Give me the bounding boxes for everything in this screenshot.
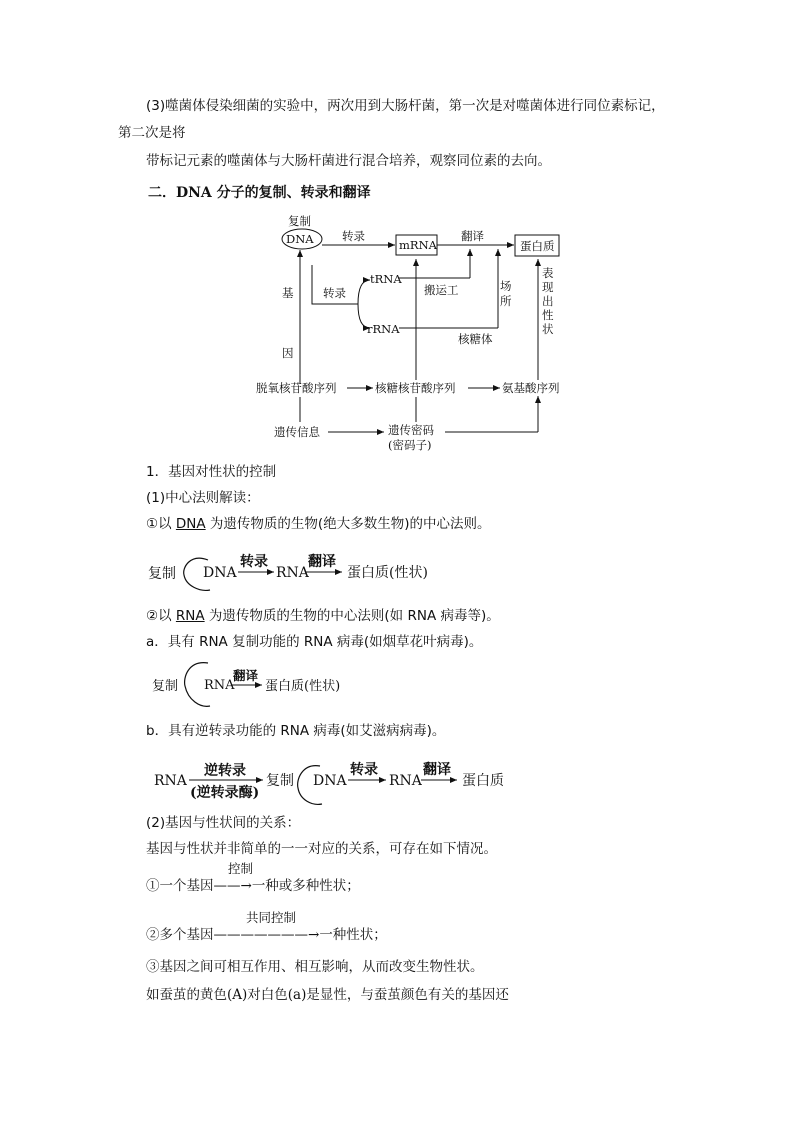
diag-mimazi: (密码子) xyxy=(388,438,432,452)
case1 xyxy=(146,876,360,896)
section-heading: 二．DNA 分子的复制、转录和翻译 xyxy=(148,185,371,201)
flow1-dna: DNA xyxy=(203,565,237,581)
flow1-result: 蛋白质(性状) xyxy=(347,565,428,581)
flow3-enzyme: (逆转录酶) xyxy=(190,785,260,801)
flow2-fanyi: 翻译 xyxy=(233,668,259,683)
diag-zhuanlu-top: 转录 xyxy=(342,229,365,243)
case2-arrow: ———————→ xyxy=(213,927,320,943)
case2-post: 一种性状； xyxy=(319,927,387,943)
flow1-fanyi: 翻译 xyxy=(308,554,336,570)
flow1-rna: RNA xyxy=(276,565,309,581)
flow1-zhuanlu: 转录 xyxy=(240,554,268,570)
case2-pre: ②多个基因 xyxy=(146,927,214,943)
diag-changsuo-2: 所 xyxy=(500,294,512,308)
diag-deoxy-seq: 脱氧核苷酸序列 xyxy=(256,381,337,395)
diag-yichuan-code: 遗传密码 xyxy=(388,423,434,437)
diag-biaoxian-5: 状 xyxy=(542,322,554,336)
item-b: b．具有逆转录功能的 RNA 病毒(如艾滋病病毒)。 xyxy=(146,723,446,739)
case3: ③基因之间可相互作用、相互影响，从而改变生物性状。 xyxy=(146,959,484,975)
diag-dna: DNA xyxy=(286,232,314,246)
para1-line1: (3)噬菌体侵染细菌的实验中，两次用到大肠杆菌，第一次是对噬菌体进行同位素标记， xyxy=(146,98,665,114)
flow3-dna: DNA xyxy=(313,773,347,789)
flow2-diagram xyxy=(0,655,794,715)
item1-pre: ①以 xyxy=(146,516,176,532)
flow3-fanyi: 翻译 xyxy=(423,762,451,778)
diag-jiyin-1: 基 xyxy=(282,286,294,300)
diag-biaoxian-2: 现 xyxy=(542,280,554,294)
diag-trna: tRNA xyxy=(370,272,402,286)
diag-biaoxian-1: 表 xyxy=(542,266,554,280)
item1-dna: DNA xyxy=(175,516,206,532)
case2-label: 共同控制 xyxy=(246,910,297,925)
diag-banyungong: 搬运工 xyxy=(424,283,459,297)
flow2-result: 蛋白质(性状) xyxy=(265,679,341,694)
flow3-rna2: RNA xyxy=(389,773,422,789)
para1-line2: 第二次是将 xyxy=(118,125,186,141)
diag-jiyin-2: 因 xyxy=(282,346,294,360)
item2 xyxy=(146,606,500,626)
flow2-rna: RNA xyxy=(204,678,235,693)
diag-fuzhi: 复制 xyxy=(288,214,311,228)
flow3-diagram xyxy=(0,753,794,813)
s2-text: 基因与性状并非简单的一一对应的关系，可存在如下情况。 xyxy=(146,841,497,857)
diag-mrna: mRNA xyxy=(399,238,437,252)
diag-biaoxian-3: 出 xyxy=(542,294,554,308)
item2-post: 为遗传物质的生物的中心法则(如 RNA 病毒等)。 xyxy=(204,608,500,624)
item1-post: 为遗传物质的生物(绝大多数生物)的中心法则。 xyxy=(205,516,491,532)
case2 xyxy=(146,925,387,945)
s1-title: 1．基因对性状的控制 xyxy=(146,464,277,480)
diag-biaoxian-4: 性 xyxy=(542,308,554,322)
case1-pre: ①一个基因 xyxy=(146,878,214,894)
diag-yichuan-info: 遗传信息 xyxy=(274,425,320,439)
diag-ribo-seq: 核糖核苷酸序列 xyxy=(375,381,456,395)
diag-zhuanlu-left: 转录 xyxy=(323,286,346,300)
diag-fanyi: 翻译 xyxy=(461,229,484,243)
case1-post: 一种或多种性状； xyxy=(251,878,360,894)
flow3-fuzhi: 复制 xyxy=(266,773,294,789)
last-line: 如蚕茧的黄色(A)对白色(a)是显性，与蚕茧颜色有关的基因还 xyxy=(146,987,509,1003)
item-a: a．具有 RNA 复制功能的 RNA 病毒(如烟草花叶病毒)。 xyxy=(146,634,483,650)
item1 xyxy=(146,514,490,534)
case1-label: 控制 xyxy=(228,861,254,876)
flow1-diagram xyxy=(0,548,794,598)
diag-changsuo-1: 场 xyxy=(500,279,512,293)
item2-rna: RNA xyxy=(175,608,205,624)
flow2-fuzhi: 复制 xyxy=(152,679,179,694)
flow3-result: 蛋白质 xyxy=(462,773,504,789)
case1-arrow: ——→ xyxy=(213,878,252,894)
diag-rrna: rRNA xyxy=(367,322,400,336)
para1-line3: 带标记元素的噬菌体与大肠杆菌进行混合培养，观察同位素的去向。 xyxy=(146,153,551,169)
diag-protein: 蛋白质 xyxy=(520,239,555,253)
flow3-nizhuanlu: 逆转录 xyxy=(204,763,246,779)
flow1-fuzhi: 复制 xyxy=(148,566,176,582)
item2-pre: ②以 xyxy=(146,608,176,624)
flow3-zhuanlu: 转录 xyxy=(350,762,378,778)
diag-amino-seq: 氨基酸序列 xyxy=(502,381,560,395)
s2-title: (2)基因与性状间的关系： xyxy=(146,815,301,831)
flow3-rna1: RNA xyxy=(154,773,187,789)
s1-sub1: (1)中心法则解读： xyxy=(146,490,260,506)
diag-hetangti: 核糖体 xyxy=(458,332,493,346)
